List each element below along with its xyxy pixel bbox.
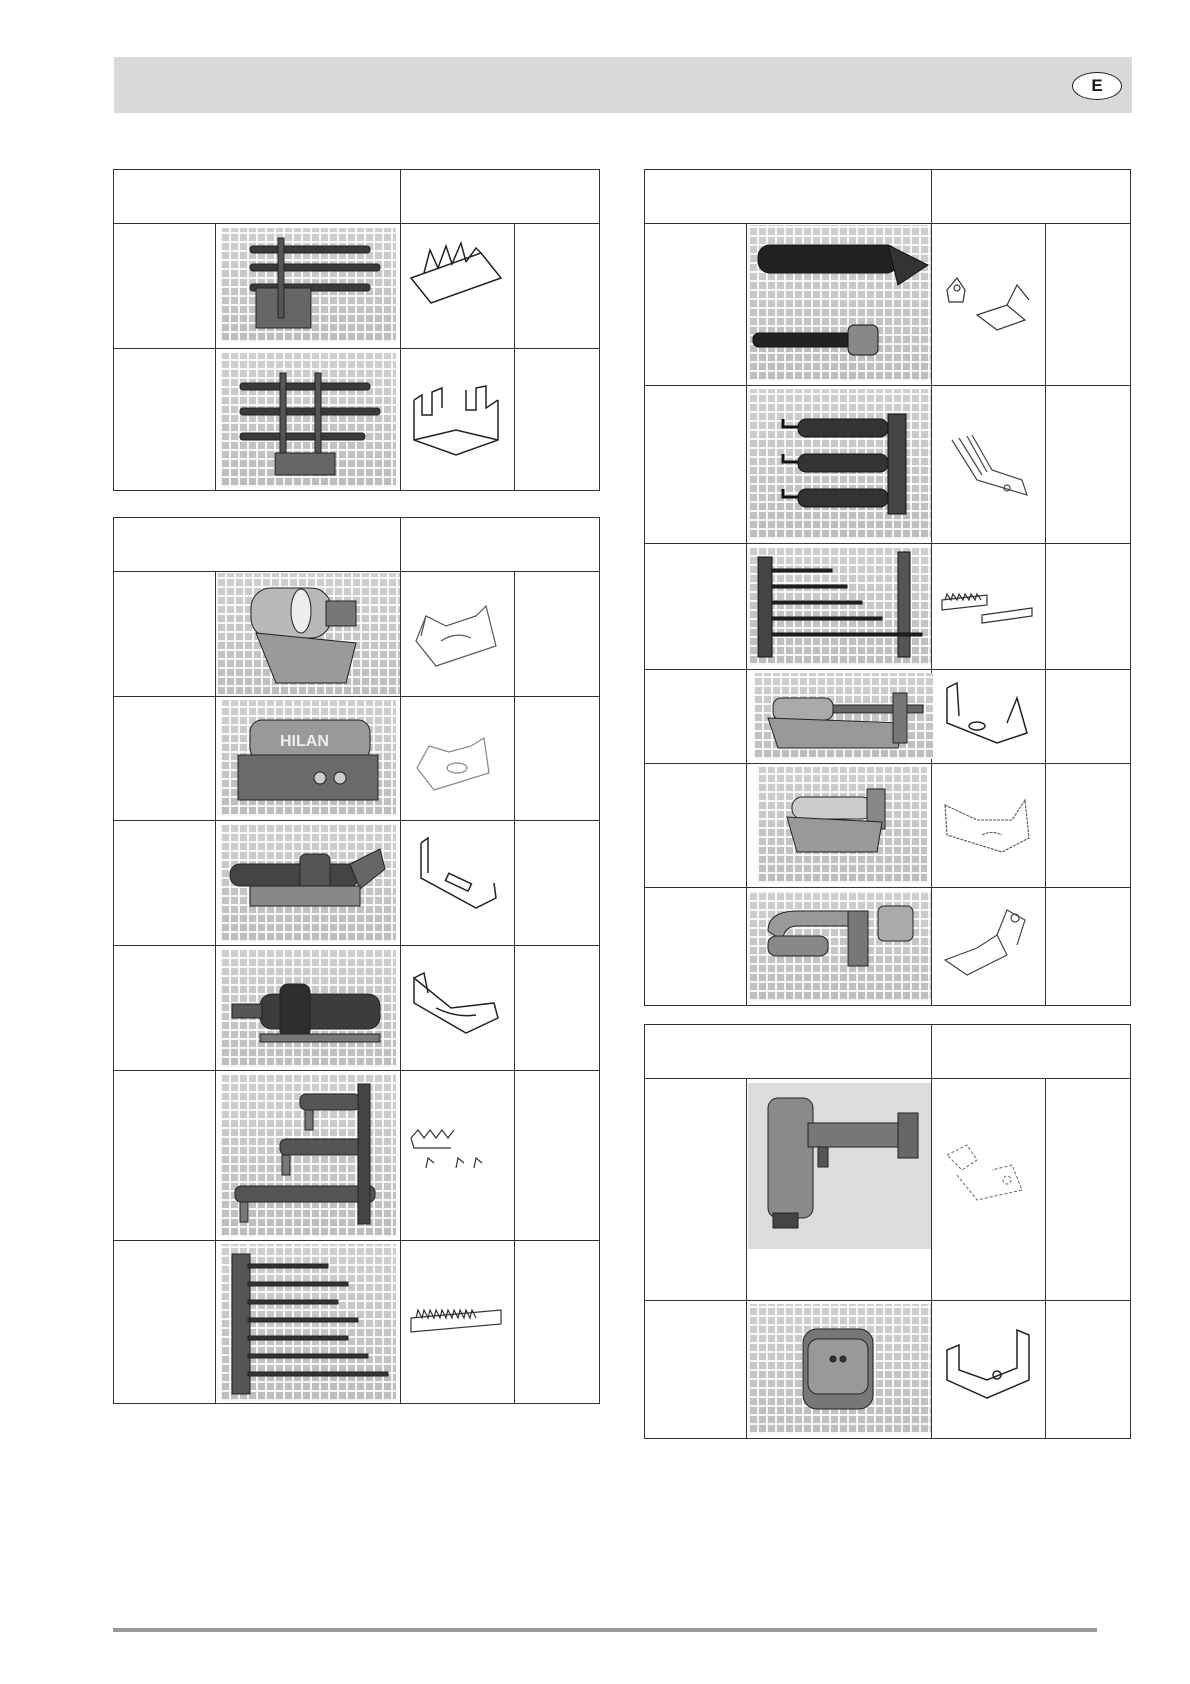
product-photo-icon [757,767,927,883]
bracket-drawing-icon [937,420,1037,510]
table-left-top [113,169,600,491]
product-photo-icon [220,824,396,942]
product-photo-icon [748,547,931,665]
product-photo-icon [748,891,931,1001]
bracket-drawing-icon [406,1108,506,1188]
bracket-drawing-icon [937,260,1037,340]
table-right-bottom [644,1024,1131,1439]
product-photo-icon [220,1244,396,1401]
table-header [645,170,1130,224]
product-photo-icon [220,228,396,342]
bracket-drawing-icon [937,678,1037,756]
table-header [645,1025,1130,1079]
product-photo-icon [753,673,933,759]
bracket-drawing-icon [937,580,1037,630]
table-header [114,170,599,224]
bracket-drawing-icon [937,1320,1037,1405]
table-header [114,518,599,572]
table-right-top [644,169,1131,1006]
product-photo-icon [220,700,396,816]
brand-text: HILAN [280,733,329,750]
header-bar [114,57,1132,113]
product-photo-icon [748,1083,931,1249]
bracket-drawing-icon [406,238,506,308]
bracket-drawing-icon [406,586,506,676]
bracket-drawing-icon [409,718,504,798]
bracket-drawing-icon [937,900,1037,985]
bracket-drawing-icon [406,833,506,918]
product-photo-icon [220,949,396,1067]
language-badge: E [1072,72,1122,100]
product-photo-icon [748,389,931,539]
product-photo-icon [748,225,931,381]
product-photo-icon [220,1074,396,1237]
bracket-drawing-icon [937,1125,1037,1220]
bracket-drawing-icon [406,963,506,1043]
product-photo-icon [216,573,400,696]
product-photo-icon [220,353,396,487]
product-photo-icon [748,1304,931,1434]
table-left-bottom [113,517,600,1404]
footer-rule [113,1628,1097,1632]
bracket-drawing-icon [937,780,1037,865]
bracket-drawing-icon [406,1288,506,1348]
bracket-drawing-icon [406,370,506,460]
